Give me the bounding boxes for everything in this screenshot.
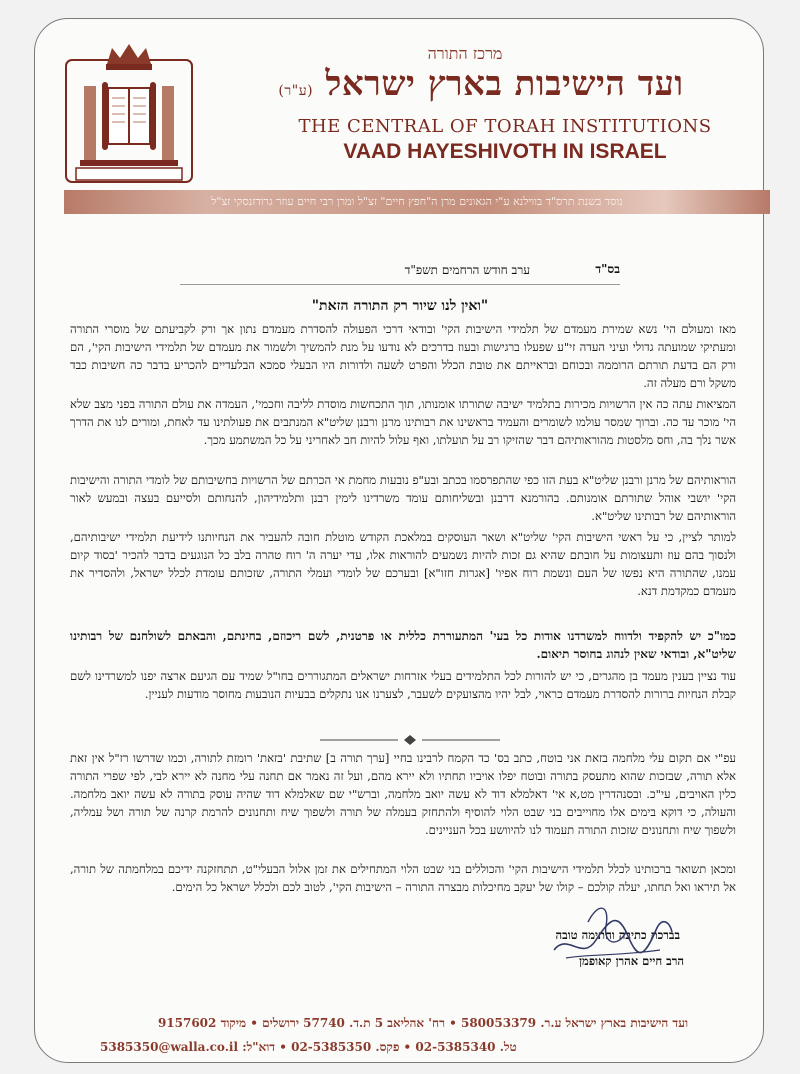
paragraph-8: ומכאן תשואר ברכותינו לכלל תלמידי הישיבות הקי' והכוללים בני שבט הלוי המתחילים את זמן אלול הבעלי"ט, תתחזקנה ידיכם במלחמתה של תורה, אל תיראו ואל תחתו, יעלה קולכם – קולו של יעקב מחיכלות מבצרה התורה – הישיבות הקי', לטוב לכם ולכלל ישראל כל הימים.	[70, 862, 736, 894]
footer-contact	[100, 1040, 660, 1055]
letterhead-english-line2: VAAD HAYESHIVOTH IN ISRAEL	[343, 140, 667, 163]
letterhead-main-title	[206, 64, 756, 104]
section-divider-icon	[320, 731, 500, 743]
paragraph-4: למותר לציין, כי על ראשי הישיבות הקי' שליט"א ושאר העוסקים במלאכת הקודש מוטלת חובה להעביר את הנחיותנו לידיעת תלמידי ישיבותיהם, ולנסוך בהם עוז ותעצומות על חובתם שהיא גם זכות להיות נשמעים להוראות אלו, עדי יערה ה' רוח טהרה בלב כל הנוגעים בדבר להכיר 'בסוד קיום עמנו, שהתורה היא נפשו של העם ונשמת רוח אפיו' [אגרות חזו"א] ובערכם של לומדי ועמלי התורה, שזכותם עומדת לכלל ישראל, ולהסדיר את מעמדם כמקדמת דנא.	[70, 530, 736, 598]
paragraph-2: המציאות עתה כה אין הרשויות מכירות בתלמיד ישיבה שתורתו אומנותו, תוך התכחשות מוסדת לליבה וחכמי', העמדה את עולם התורה בפני מצב שלא הי' מוכר עד כה. וברוך שמסר עולמו לשומרים והעמיד בראשינו את רבותינו מרנן ורבנן שליט"א המנתבים את פעולתינו עד לאחת, ומורים לנו את הדרך אשר נלך בה, וחס מלסטות מהוראותיהם דבר שהזיקו רב על תועלתו, ואף עלול להיות חב לאחריני על כל המשתמע מכך.	[70, 397, 736, 447]
footer-phones: טל. 02-5385340 • פקס. 02-5385350 • דוא"ל:	[242, 1040, 517, 1054]
date-line	[180, 262, 620, 285]
footer-address: ועד הישיבות בארץ ישראל ע.ר. 580053379 • רח' אהליאב 5 ת.ד. 57740 ירושלים • מיקוד 9157602	[157, 1016, 689, 1030]
closing-blessing: בברכת כתיבה וחתימה טובה	[555, 928, 680, 942]
paragraph-7: עפ"י אם תקום עלי מלחמה בזאת אני בוטח, כתב בס' כד הקמח לרבינו בחיי [ערך תורה ב] שתיבת 'בזאת' רומזת לתורה, וכמו שדרשו רז"ל אין זאת אלא תורה, שבזכות שהוא מתעסק בתורה ובוטח יפלו אויביו תחתיו ולא יירא מהם, ועל זה נאמר אם תחנה עלי מחנה לא יירא לבי, לפי שפרי התורה כלין האויבים, עי"כ. ובסנהדרין מט,א אי' דאלמלא דוד לא עשה יואב מלחמה, וברש"י שם שאלמלא דוד שהיה עוסק בתורה לא עשה יואב מלחמה. והעולה, כי דוקא בימים אלו מחוייבים בני שבט הלוי להוסיף ולהתחזק בעמלה של תורה ולשפוך שיח ותחנונים להרמת קרנה של תורה ושל עמליה, ולשפוך שיח ותחנונים שזכות התורה תעמוד לנו להיוושע בכל העניינים.	[70, 751, 736, 837]
letter-title: "ואין לנו שיור רק התורה הזאת"	[311, 298, 489, 314]
footer-email: 5385350@walla.co.il	[100, 1040, 239, 1054]
bsd-mark: בס"ד	[595, 262, 620, 276]
letterhead-small-title: מרכז התורה	[427, 44, 503, 63]
organization-suffix: (ע"ר)	[278, 83, 314, 99]
letter-date: ערב חודש הרחמים תשפ"ד	[404, 263, 530, 277]
paragraph-6: עוד נציין בענין מעמד בן מהגרים, כי יש להורות לכל התלמידים בעלי אזרחות ישראלים המתגוררים בחו"ל שמיד עם הגיעם ארצה יפנו למשרדינו לשם קבלת הנחיות ברורות להסדרת מעמדם כראוי, לבל יהיו מהצועקים לשעבר, לצערנו אנו נתקלים בבעיות הנובעות מחוסר מודעות לעניין.	[70, 669, 736, 701]
organization-logo-icon	[62, 42, 196, 188]
paragraph-1: מאז ומעולם הי' נשא שמירת מעמדם של תלמידי הישיבות הקי' ובודאי דרכי הפעולה להסדרת מעמדם נתון אך ורק לקביעתם של מוסרי התורה ומעתיקי שמועתה גדולי ועיני העדה זי"ע שפעלו ברגישות ובעוז בדרכים לא נודעו על מנת להמשיך ולשמור את מעמדם של תלמידי הישיבות הקי', הם ורק הם בדעת תורתם הרוממה ובכוחם ובראייתם את טובת הכלל והפרט לשעה ולדורות היו הבעלי סמכא הבלעדיים להכריע בדבר כה חשיבות כבד משקל ורם מעלה זה.	[70, 322, 736, 390]
paragraph-3: הוראותיהם של מרנן ורבנן שליט"א בעת הזו כפי שהתפרסמו בכתב ובע"פ נובעות מחמת אי הכרתם של הרשויות בחשיבותם של לומדי התורה והישיבות הקי' יושבי אוהל שתורתם אומנותם. בהורמנא דרבנן ובשליחותם עומד משרדינו לימין רבנן ותלמידיהון, להנחותם ולסייעם בעצה ובמעש לאור הוראותיהם של רבותינו שליט"א.	[70, 473, 736, 523]
founders-band: נוסד בשנת תרס"ד בווילנא ע"י הגאונים מרן ה"חפץ חיים" זצ"ל ומרן רבי חיים עוזר גרודזנסקי זצ"ל	[64, 190, 770, 214]
letterhead-english-line1: THE CENTRAL OF TORAH INSTITUTIONS	[298, 116, 712, 137]
paragraph-5: כמו"כ יש להקפיד ולדווח למשרדנו אודות כל בעי' המתעוררת כללית או פרטנית, לשם ריכוזם, בחינתם, והבאתם לשולחנם של רבותינו שליט"א, ובודאי שאין לנהוג בחוסר תיאום.	[70, 629, 736, 661]
signer-name: הרב חיים אהרן קאופמן	[579, 954, 684, 968]
handwritten-signature-icon	[548, 892, 678, 970]
organization-name: ועד הישיבות בארץ ישראל	[325, 64, 684, 104]
